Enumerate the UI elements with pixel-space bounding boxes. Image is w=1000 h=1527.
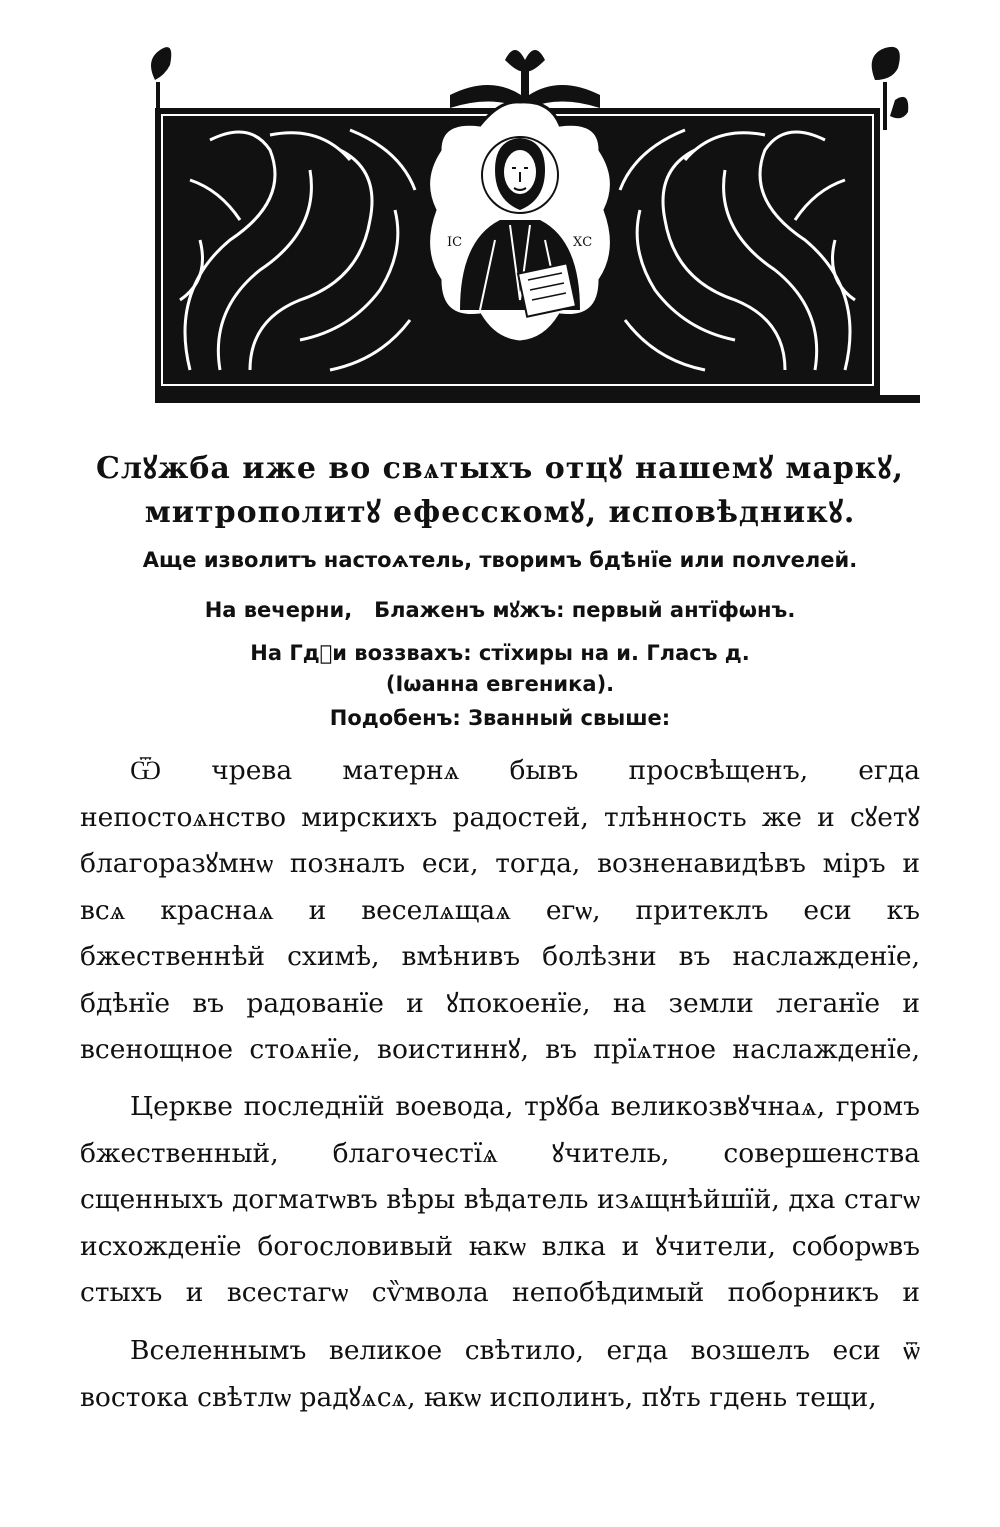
monogram-right: ХС: [573, 235, 593, 250]
rubric-lord-i-call: На Гдⷭи воззвахъ: стїхиры на и. Гласъ д.: [250, 641, 750, 665]
flourish-left-icon: [151, 47, 171, 110]
service-title-line-1: Слꙋжба ижe во свѧтыхъ отцꙋ нашемꙋ маркꙋ,: [95, 451, 904, 486]
headpiece-engraving: [150, 40, 920, 415]
stichera-paragraph-2: Церкве последнїй воевода, трꙋба великозвꙋчнаѧ, громъ бжественный, благочестїѧ ꙋчитель, совершенства сщенныхъ догматѡвъ вѣры вѣдатель изѧщнѣйшїй, дха стагѡ исхожденїе богословивый ꙗкѡ влка и ꙋчители, соборѡвъ стыхъ и всестагѡ сѷмвола непобѣдимый поборникъ и: [80, 1091, 920, 1308]
lily-crown-icon: [450, 50, 600, 108]
rubric-vigil: Аще изволитъ настоѧтель, творимъ бдѣнїе или полѵелей.: [142, 548, 858, 572]
ornamental-headpiece: [150, 40, 920, 415]
stichera-paragraph-3: Вселеннымъ великое свѣтило, егда возшелъ еси ѿ востока свѣтлѡ радꙋѧсѧ, ꙗкѡ исполинъ, пꙋть гдень тещи,: [80, 1335, 920, 1413]
rubric-author: (Ιѡанна евгеника).: [385, 672, 615, 696]
service-title-line-2: митрополитꙋ ефесскомꙋ, исповѣдникꙋ.: [144, 495, 856, 530]
rubric-podoben: Подобенъ: Званный свыше:: [329, 706, 671, 730]
christ-icon-medallion: [429, 102, 612, 342]
monogram-left: ІС: [447, 235, 463, 250]
stichera-paragraph-1: Ѿ чрева матернѧ бывъ просвѣщенъ, егда непостоѧнство мирскихъ радостей, тлѣнность же и сꙋетꙋ благоразꙋмнѡ позналъ еси, тогда, возненавидѣвъ міръ и всѧ краснаѧ и веселѧщаѧ егѡ, притеклъ еси къ бжественнѣй схимѣ, вмѣнивъ болѣзни въ наслажденїе, бдѣнїе въ радованїе и ꙋпокоенїе, на земли леганїе и всенощное стоѧнїе, воистиннꙋ, въ прїѧтное наслажденїе,: [80, 755, 920, 1065]
rubric-vespers: На вечерни, Блаженъ мꙋжъ: первый антїфѡнъ.: [204, 598, 796, 622]
